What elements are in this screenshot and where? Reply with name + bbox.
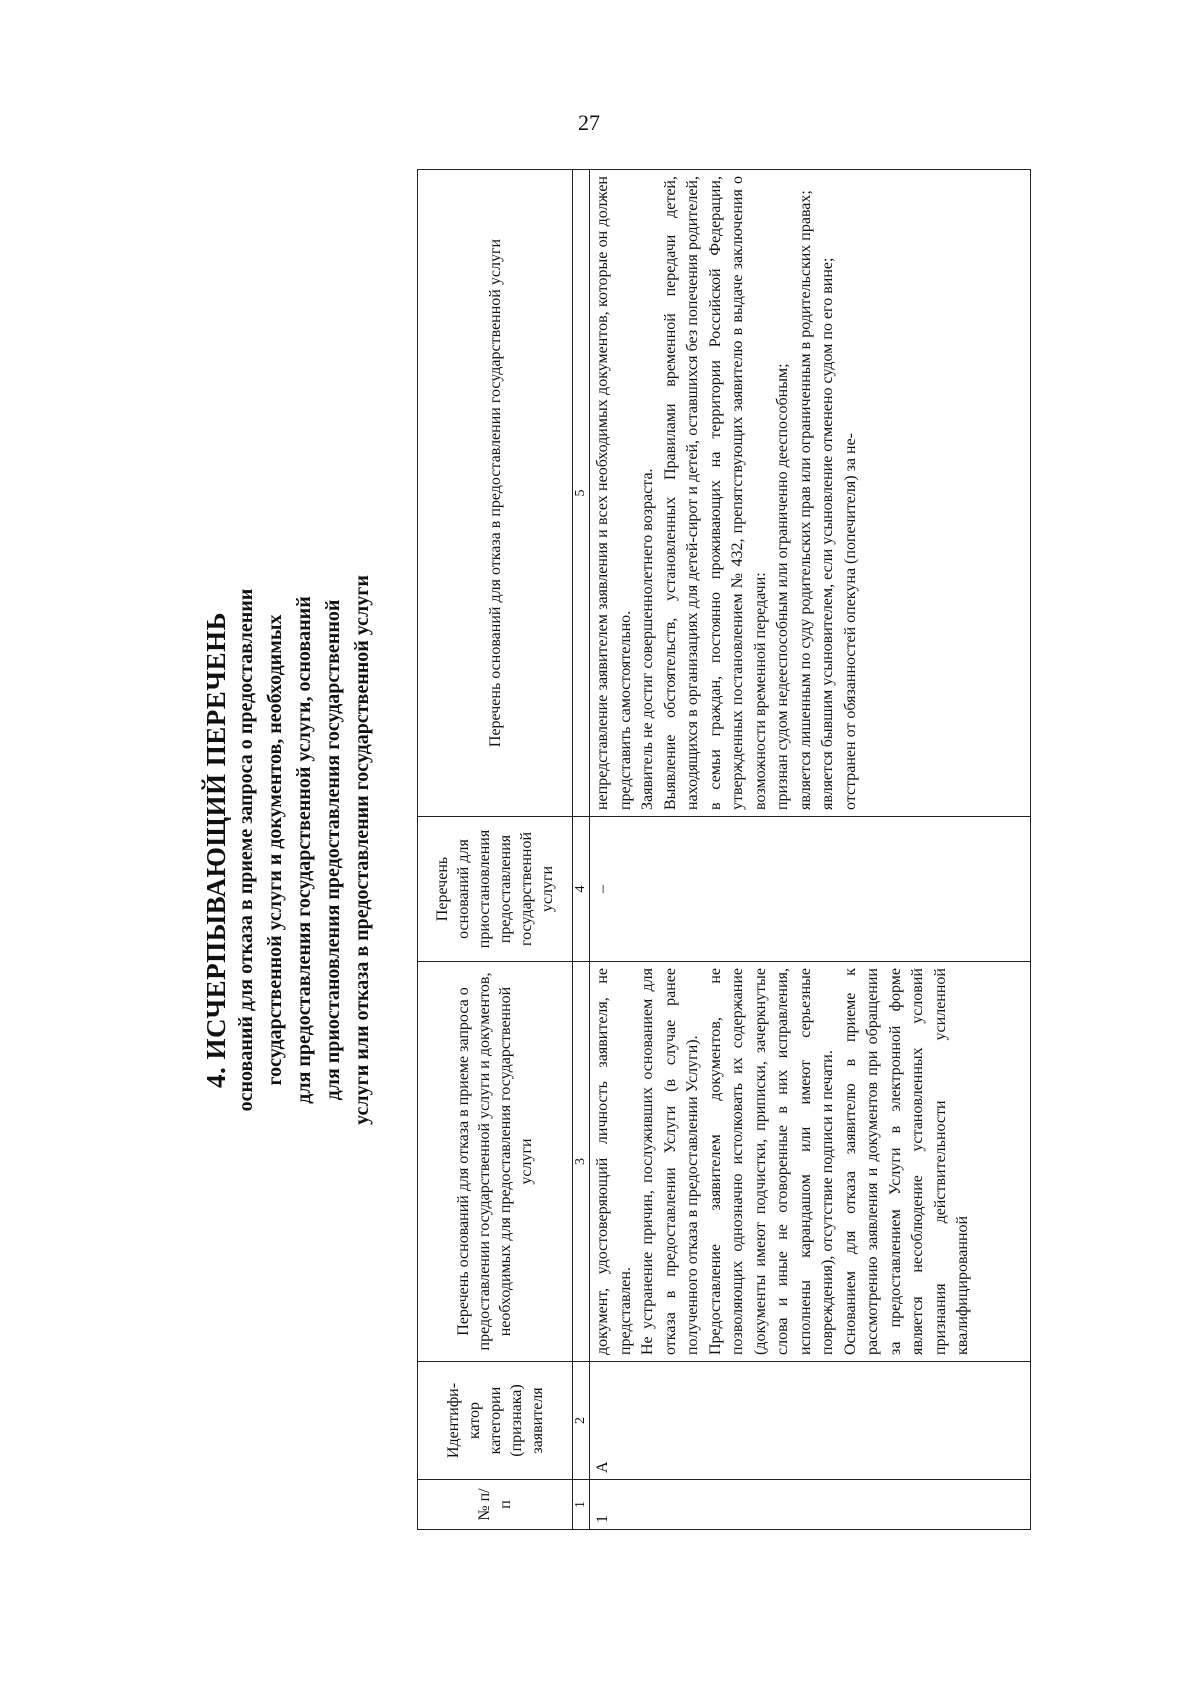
grounds-paragraph: Не устранение причин, послуживших основанием для отказа в предоставлении Услуги (в случае ранее полученного отказа в предоставлении Услуги). <box>639 968 701 1355</box>
header-category: Идентифи-катор категории (признака) заявителя <box>418 1362 573 1480</box>
column-number: 4 <box>573 817 590 962</box>
title-line-5: услуги или отказа в предоставлении государственной услуги <box>351 575 373 1125</box>
title-line-3: для предоставления государственной услуги, оснований <box>293 596 315 1104</box>
column-number-row <box>573 170 590 1530</box>
column-number: 2 <box>573 1362 590 1480</box>
acceptance-refusal-grounds <box>590 962 1031 1362</box>
header-number: № п/п <box>418 1480 573 1530</box>
header-refusal-acceptance: Перечень оснований для отказа в приеме запроса о предоставлении государственной услуги и документов, необходимых для предоставления государственной услуги <box>418 962 573 1362</box>
page-number: 27 <box>578 110 600 135</box>
table-row <box>590 170 1031 1530</box>
grounds-paragraph: является бывшим усыновителем, если усыновление отменено судом по его вине; <box>819 257 836 810</box>
service-refusal-grounds <box>590 170 1031 817</box>
row-number: 1 <box>590 1480 1031 1530</box>
grounds-paragraph: отстранен от обязанностей опекуна (попечителя) за не- <box>841 433 859 810</box>
suspension-grounds: – <box>590 817 1031 962</box>
grounds-paragraph: Выявление обстоятельств, установленных Правилами временной передачи детей, находящихся в организациях для детей-сирот и детей, оставшихся без попечения родителей, в семьи граждан, постоянно проживающих на территории Российской Федерации, утвержденных постановлением № 432, препятствующих заявителю в выдаче заключения о возможности временной передачи: <box>661 176 769 810</box>
header-refusal-service: Перечень оснований для отказа в предоставлении государственной услуги <box>418 170 573 817</box>
grounds-paragraph: Заявитель не достиг совершеннолетнего возраста. <box>639 468 656 810</box>
column-number: 1 <box>573 1480 590 1530</box>
column-number: 3 <box>573 962 590 1362</box>
rotated-page-content <box>195 170 1065 1530</box>
grounds-table <box>417 169 1031 1530</box>
section-heading: 4. ИСЧЕРПЫВАЮЩИЙ ПЕРЕЧЕНЬ <box>201 612 231 1088</box>
section-title <box>195 170 410 1530</box>
grounds-paragraph: признан судом недееспособным или ограниченно дееспособным; <box>774 363 791 810</box>
table-header-row <box>418 170 573 1530</box>
grounds-paragraph: документ, удостоверяющий личность заявителя, не представлен. <box>594 968 634 1355</box>
header-suspension: Перечень оснований для приостановления предоставления государственной услуги <box>418 817 573 962</box>
title-line-2: государственной услуги и документов, необходимых <box>264 614 286 1086</box>
grounds-paragraph: непредставление заявителем заявления и всех необходимых документов, которые он должен представить самостоятельно. <box>594 176 634 810</box>
row-category: А <box>590 1362 1031 1480</box>
column-number: 5 <box>573 170 590 817</box>
title-line-1: оснований для отказа в приеме запроса о предоставлении <box>235 588 257 1112</box>
grounds-paragraph: Основанием для отказа заявителю в приеме к рассмотрению заявления и документов при обращении за предоставлением Услуги в электронной форме является несоблюдение установленных условий признания действительности усиленной квалифицированной <box>841 968 971 1355</box>
title-line-4: для приостановления предоставления государственной <box>322 599 344 1101</box>
grounds-paragraph: Предоставление заявителем документов, не позволяющих однозначно истолковать их содержание (документы имеют подчистки, приписки, зачеркнутые слова и иные не оговоренные в них исправления, исполнены карандашом или имеют серьезные повреждения), отсутствие подписи и печати. <box>706 968 836 1355</box>
grounds-paragraph: является лишенным по суду родительских прав или ограниченным в родительских правах; <box>796 190 814 810</box>
